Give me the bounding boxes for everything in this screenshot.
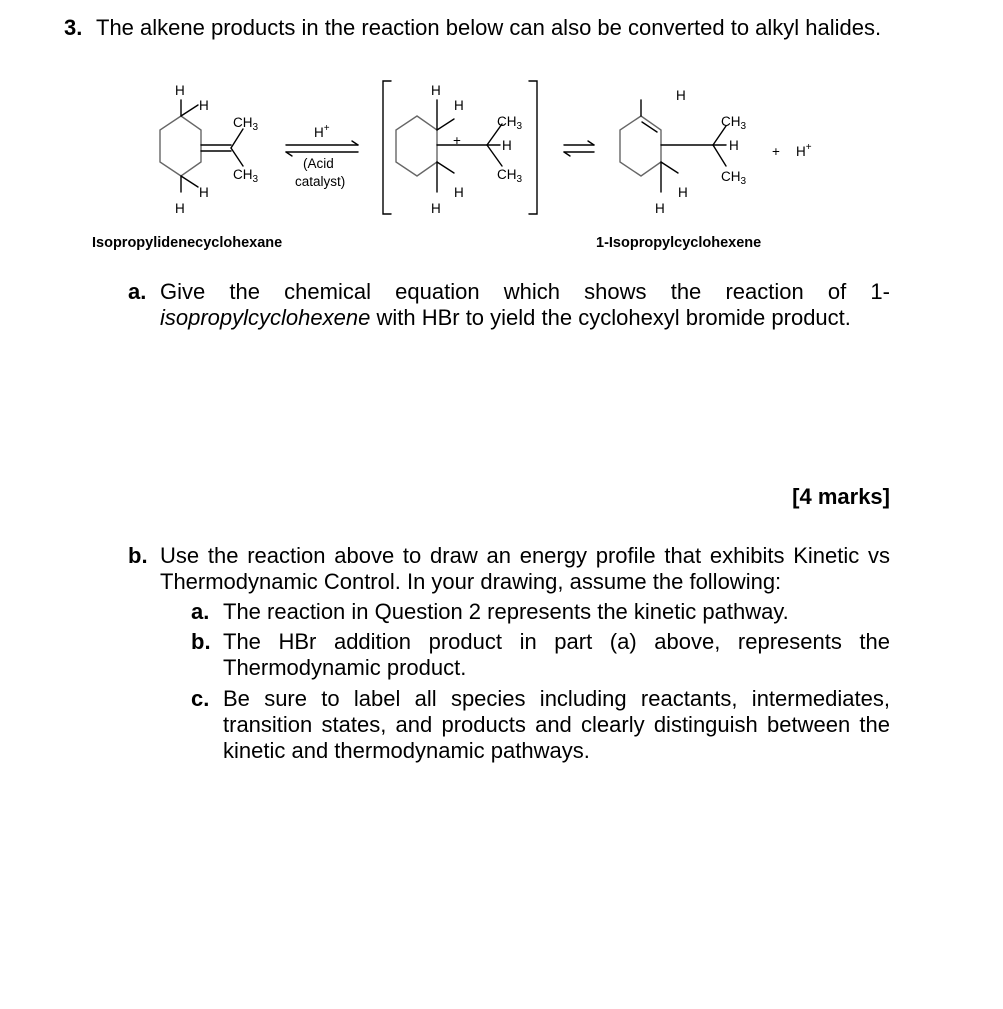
methyl-group: $CH_3$ <box>721 169 747 187</box>
item-marker: b. <box>191 629 211 654</box>
reactant-structure <box>160 100 243 192</box>
atom-h: H <box>502 138 512 153</box>
reactant-name: Isopropylidenecyclohexane <box>92 235 283 251</box>
cation-charge: + <box>453 133 461 148</box>
item-marker: a. <box>191 599 210 624</box>
atom-h: H <box>175 83 185 98</box>
atom-h: H <box>729 138 739 153</box>
atom-h: H <box>655 201 665 216</box>
part-a-text: Give the chemical equation which shows the reaction of 1-isopropylcyclohexene with HBr to yield the cyclohexyl bromide product. <box>160 279 890 330</box>
acid-proton: H+ <box>314 123 330 140</box>
catalyst-label-bottom: catalyst) <box>295 174 346 189</box>
part-a-marker: a. <box>128 279 147 304</box>
atom-h: H <box>454 98 464 113</box>
atom-h: H <box>199 185 209 200</box>
part-b-marker: b. <box>128 543 148 568</box>
atom-h: H <box>454 185 464 200</box>
item-text: The reaction in Question 2 represents the kinetic pathway. <box>223 599 789 624</box>
atom-h: H <box>431 201 441 216</box>
plus-sign: + <box>772 144 780 159</box>
reaction-scheme <box>80 78 900 258</box>
methyl-group: $CH_3$ <box>233 115 259 133</box>
atom-h: H <box>678 185 688 200</box>
question-number: 3. <box>64 15 83 40</box>
product-structure <box>620 100 726 192</box>
methyl-group: $CH_3$ <box>233 167 259 185</box>
equilibrium-arrow-1 <box>286 141 358 156</box>
part-b-text: Use the reaction above to draw an energy profile that exhibits Kinetic vs Thermodynamic Control. In your drawing, assume the following: <box>160 543 890 594</box>
marks-label: [4 marks] <box>792 484 890 509</box>
item-marker: c. <box>191 686 210 711</box>
question-text: The alkene products in the reaction below can also be converted to alkyl halides. <box>96 15 882 40</box>
methyl-group: $CH_3$ <box>497 167 523 185</box>
atom-h: H <box>431 83 441 98</box>
equilibrium-arrow-2 <box>564 141 594 156</box>
proton-product: H+ <box>796 142 812 159</box>
methyl-group: $CH_3$ <box>497 114 523 132</box>
carbocation-structure <box>396 100 502 192</box>
methyl-group: $CH_3$ <box>721 114 747 132</box>
atom-h: H <box>676 88 686 103</box>
item-text: Be sure to label all species including reactants, intermediates, transition states, and products and clearly distinguish between the kinetic and thermodynamic pathways. <box>223 686 890 763</box>
catalyst-label-top: (Acid <box>303 156 334 171</box>
item-text: The HBr addition product in part (a) above, represents the Thermodynamic product. <box>223 629 890 680</box>
atom-h: H <box>175 201 185 216</box>
atom-h: H <box>199 98 209 113</box>
product-name: 1-Isopropylcyclohexene <box>596 235 762 251</box>
